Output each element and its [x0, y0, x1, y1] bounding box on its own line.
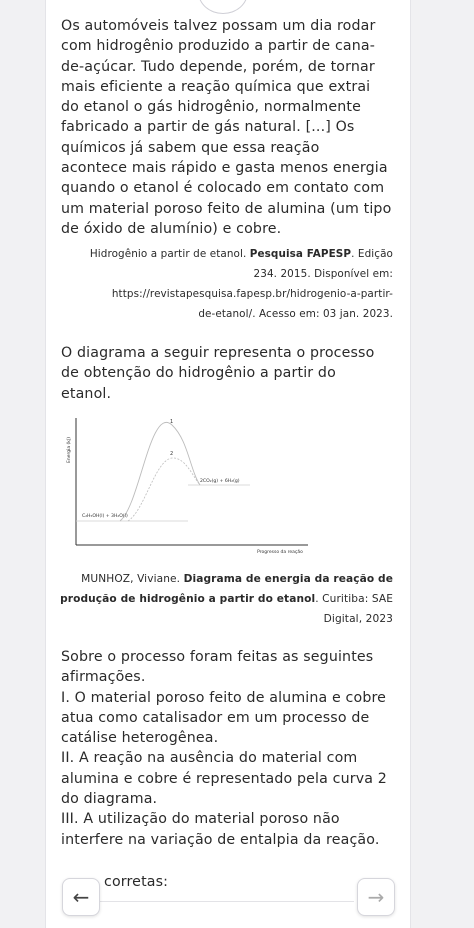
source2-publisher: . Curitiba: SAE — [315, 593, 393, 605]
y-axis-label: Energia (kJ) — [67, 437, 72, 463]
statement-line: interfere na variação de entalpia da reação. — [61, 831, 380, 848]
intro-line: com hidrogênio produzido a partir de cana- — [61, 38, 376, 55]
statement-line: atua como catalisador em um processo de — [61, 709, 370, 726]
energy-diagram — [60, 410, 320, 560]
previous-button[interactable] — [62, 878, 100, 916]
curve-2-label: 2 — [170, 451, 174, 457]
source2-title-2: produção de hidrogênio a partir do etanol — [60, 593, 316, 605]
source2-author: MUNHOZ, Viviane. — [81, 573, 184, 585]
intro-line: químicos já sabem que essa reação — [61, 139, 320, 156]
question-text: corretas: — [104, 874, 169, 890]
question-prompt — [104, 872, 304, 892]
source1-edition: . Edição — [351, 248, 393, 260]
statement-line: catálise heterogênea. — [61, 730, 219, 747]
source-citation-2 — [60, 569, 393, 629]
curve-1 — [120, 422, 200, 521]
intro-line: um material poroso feito de alumina (um tipo — [61, 200, 392, 217]
x-axis-label: Progresso da reação — [257, 550, 303, 555]
intro-line: de-açúcar. Tudo depende, porém, de tornar — [61, 58, 375, 75]
source1-journal: Pesquisa FAPESP — [249, 248, 352, 260]
statement-line: Sobre o processo foram feitas as seguintes — [61, 649, 374, 665]
statement-line: afirmações. — [61, 669, 146, 686]
statement-line: II. A reação na ausência do material com — [61, 750, 358, 767]
intro-line: quando o etanol é colocado em contato com — [61, 180, 385, 197]
diagram-intro-line: O diagrama a seguir representa o processo — [61, 345, 375, 361]
statement-line: I. O material poroso feito de alumina e cobre — [61, 689, 387, 706]
intro-paragraph — [61, 16, 397, 239]
statement-line: alumina e cobre é representado pela curva 2 — [61, 770, 387, 787]
diagram-intro-line: etanol. — [61, 385, 112, 402]
source-citation-1 — [60, 244, 393, 324]
arrow-left-icon: ← — [72, 885, 90, 909]
energy-diagram-svg — [60, 410, 320, 560]
intro-line: de óxido de alumínio) e cobre. — [61, 220, 282, 237]
intro-line: Os automóveis talvez possam um dia rodar — [61, 18, 376, 34]
source1-access: de-etanol/. Acesso em: 03 jan. 2023. — [198, 308, 393, 320]
curve-1-label: 1 — [170, 419, 174, 425]
next-button[interactable] — [357, 878, 395, 916]
source2-title-1: Diagrama de energia da reação de — [183, 573, 393, 585]
intro-line: acontece mais rápido e gasta menos energia — [61, 160, 388, 177]
arrow-right-icon: → — [367, 885, 385, 909]
intro-line: do etanol o gás hidrogênio, normalmente — [61, 99, 361, 116]
statements-paragraph — [61, 647, 397, 850]
diagram-intro — [61, 343, 397, 404]
intro-line: fabricado a partir de gás natural. [...] Os — [61, 119, 355, 136]
curve-2 — [128, 458, 200, 521]
reactants-label: C₂H₅OH(l) + 3H₂O(l) — [82, 514, 128, 519]
diagram-intro-line: de obtenção do hidrogênio a partir do — [61, 365, 336, 382]
statement-line: do diagrama. — [61, 791, 158, 808]
products-label: 2CO₂(g) + 6H₂(g) — [200, 479, 240, 484]
intro-line: mais eficiente a reação química que extrai — [61, 78, 371, 95]
source1-url: https://revistapesquisa.fapesp.br/hidrogenio-a-partir- — [111, 288, 393, 300]
source2-line: Digital, 2023 — [323, 613, 393, 625]
statement-line: III. A utilização do material poroso não — [61, 811, 340, 828]
source1-title: Hidrogênio a partir de etanol. — [89, 248, 250, 260]
bottom-divider — [100, 901, 354, 902]
source1-line: 234. 2015. Disponível em: — [253, 268, 393, 280]
